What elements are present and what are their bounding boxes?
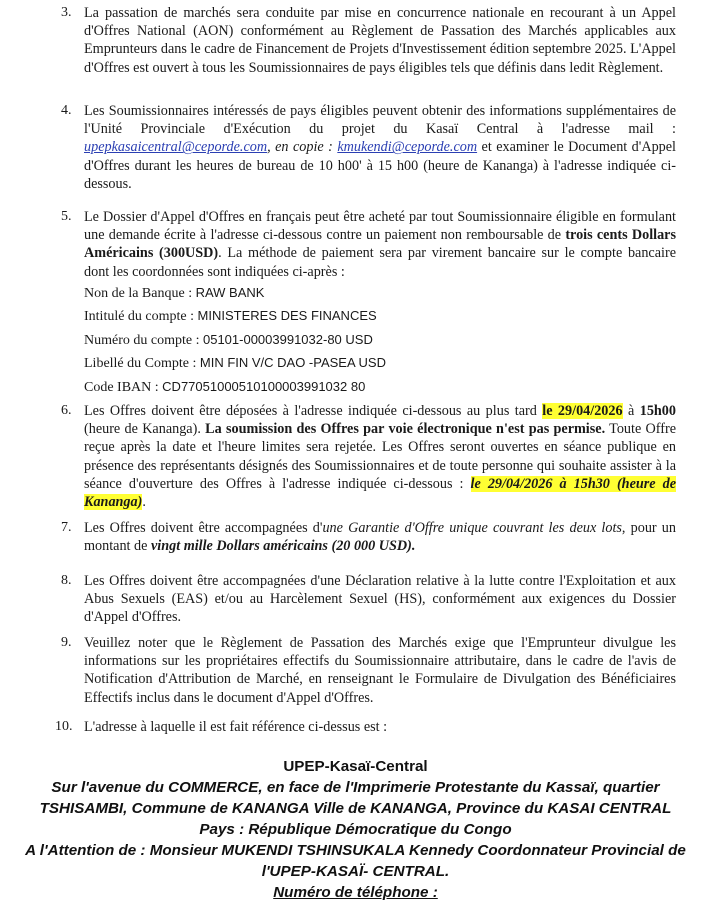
- item-text: Les Soumissionnaires intéressés de pays éligibles peuvent obtenir des informations supplémentaires de l'Unité Provinciale d'Exécution du projet du Kasaï Central à l'adresse mail : upepkasaicentral@ceporde.com, en copie : kmukendi@ceporde.com et examiner le Document d'Appel d'Offres durant les heures de bureau de 10 h00' à 15 h00 (heure de Kananga) à l'adresse indiquée ci-dessous.: [84, 103, 676, 192]
- item-number: 6.: [61, 403, 72, 418]
- item-text: Le Dossier d'Appel d'Offres en français peut être acheté par tout Soumissionnaire éligible en formulant une demande écrite à l'adresse ci-dessous contre un paiement non remboursable de trois cents Dollars Américains (300USD). La méthode de paiement sera par virement bancaire sur le compte bancaire dont les coordonnées sont indiquées ci-après :: [84, 209, 676, 280]
- item-text: La passation de marchés sera conduite par mise en concurrence nationale en recourant à un Appel d'Offres National (AON) conformément au Règlement de Passation des Marchés applicables aux Emprunteurs dans le cadre de Financement de Projets d'Investissement édition septembre 2025. L'Appel d'Offres est ouvert à tous les Soumissionnaires de pays éligibles tels que définis dans ledit Règlement.: [84, 5, 676, 76]
- item-number: 3.: [61, 5, 72, 20]
- deadline-date-highlight: le 29/04/2026: [542, 403, 623, 419]
- item-number: 9.: [61, 635, 72, 650]
- email-link-primary[interactable]: upepkasaicentral@ceporde.com: [84, 139, 268, 156]
- item-number: 8.: [61, 573, 72, 588]
- email-link-copy[interactable]: kmukendi@ceporde.com: [337, 139, 478, 156]
- item-text: Les Offres doivent être accompagnées d'une Garantie d'Offre unique couvrant les deux lots, pour un montant de vingt mille Dollars américains (20 000 USD).: [84, 520, 676, 555]
- item-number: 5.: [61, 209, 72, 224]
- account-number: 05101-00003991032-80 USD: [202, 332, 373, 347]
- address-block: [20, 756, 691, 903]
- address-phone: Numéro de téléphone :: [273, 884, 438, 901]
- item-number: 7.: [61, 520, 72, 535]
- item-text: Veuillez noter que le Règlement de Passation des Marchés exige que l'Emprunteur divulgue les informations sur les propriétaires effectifs du Soumissionnaire attributaire, dans le cadre de l'avis de Notification d'Attribution de Marché, en renseignant le Formulaire de Divulgation des Bénéficiaires Effectifs inclus dans le document d'Appel d'Offres.: [84, 635, 676, 706]
- account-label: MIN FIN V/C DAO -PASEA USD: [199, 355, 386, 370]
- address-street: Sur l'avenue du COMMERCE, en face de l'Imprimerie Protestante du Kassaï, quartier TSHISAMBI, Commune de KANANGA Ville de KANANGA, Province du KASAI CENTRAL: [39, 779, 672, 817]
- account-title-row: Intitulé du compte : MINISTERES DES FINANCES: [84, 308, 377, 324]
- account-number-row: Numéro du compte : 05101-00003991032-80 USD: [84, 332, 373, 348]
- address-attention: A l'Attention de : Monsieur MUKENDI TSHINSUKALA Kennedy Coordonnateur Provincial de l'UPEP-KASAÏ- CENTRAL.: [25, 842, 686, 880]
- opening-date-highlight: le 29/04/2026 à 15h30 (heure de Kananga): [84, 475, 677, 511]
- iban-code: CD77051000510100003991032 80: [162, 379, 366, 394]
- iban-row: Code IBAN : CD77051000510100003991032 80: [84, 379, 366, 395]
- item-number: 10.: [55, 719, 73, 734]
- item-number: 4.: [61, 103, 72, 118]
- account-label-row: Libellé du Compte : MIN FIN V/C DAO -PASEA USD: [84, 355, 386, 371]
- item-text: Les Offres doivent être déposées à l'adresse indiquée ci-dessous au plus tard le 29/04/2026 à 15h00 (heure de Kananga). La soumission des Offres par voie électronique n'est pas permise. Toute Offre reçue après la date et l'heure limites sera rejetée. Les Offres seront ouvertes en séance publique en présence des représentants désignés des Soumissionnaires et de toute personne qui souhaite assister à la séance d'ouverture des Offres à l'adresse indiquée ci-dessous : le 29/04/2026 à 15h30 (heure de Kananga).: [84, 403, 677, 511]
- address-title: UPEP-Kasaï-Central: [283, 758, 428, 775]
- item-text: Les Offres doivent être accompagnées d'une Déclaration relative à la lutte contre l'Exploitation et aux Abus Sexuels (EAS) et/ou au Harcèlement Sexuel (HS), conformément aux exigences du Dossier d'Appel d'Offres.: [84, 573, 676, 626]
- bank-name: RAW BANK: [195, 285, 265, 300]
- address-country: Pays : République Démocratique du Congo: [199, 821, 512, 838]
- item-text: L'adresse à laquelle il est fait référence ci-dessus est :: [84, 719, 388, 735]
- bank-name-row: Non de la Banque : RAW BANK: [84, 285, 265, 301]
- account-title: MINISTERES DES FINANCES: [197, 308, 377, 323]
